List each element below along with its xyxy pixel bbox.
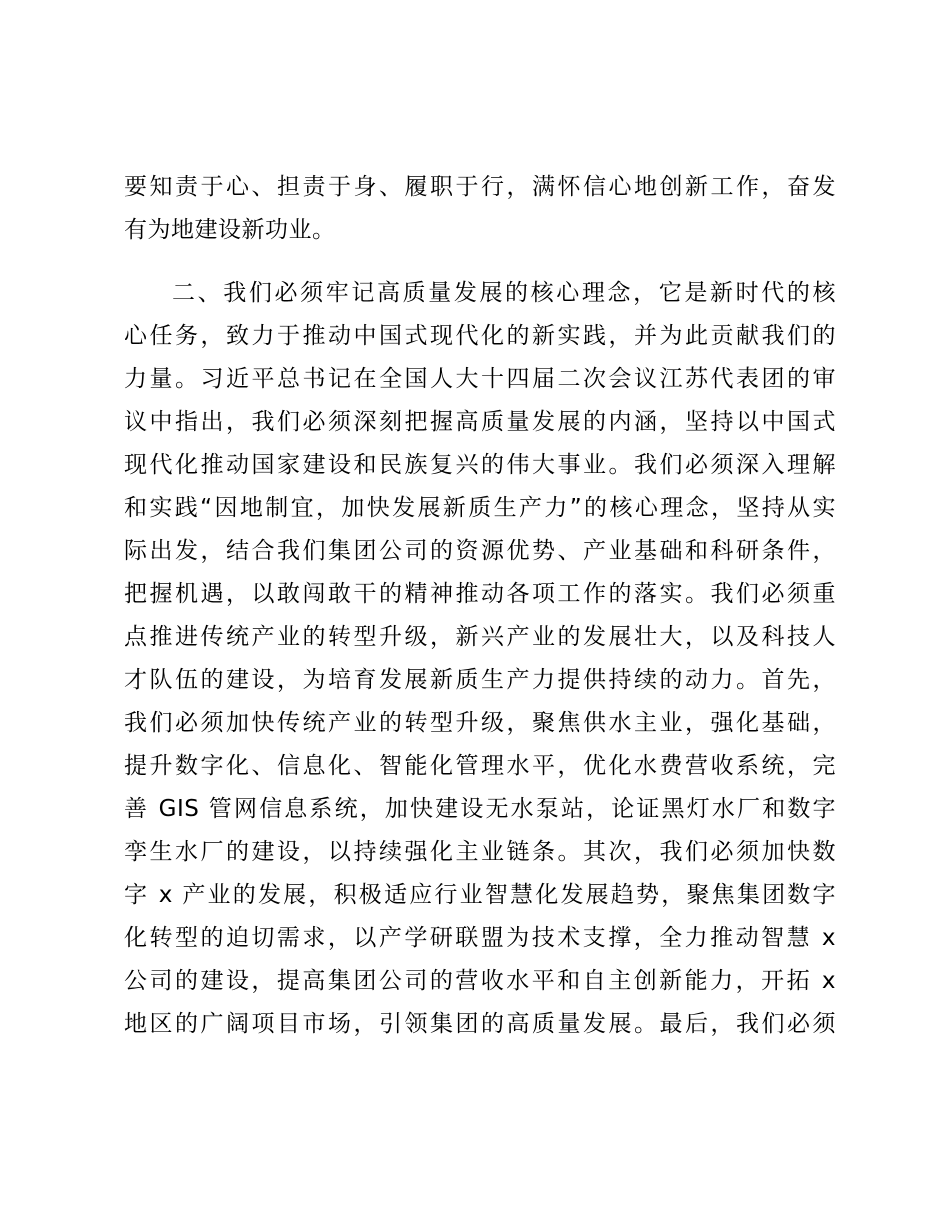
paragraph-line: 有为地建设新功业。 bbox=[124, 217, 336, 243]
paragraph-line: 提升数字化、信息化、智能化管理水平，优化水费营收系统，完 bbox=[124, 753, 836, 779]
paragraph-line: 际出发，结合我们集团公司的资源优势、产业基础和科研条件， bbox=[124, 538, 836, 564]
paragraph-section-two bbox=[124, 272, 836, 1046]
paragraph-line: 才队伍的建设，为培育发展新质生产力提供持续的动力。首先， bbox=[124, 667, 836, 693]
paragraph-line: 力量。习近平总书记在全国人大十四届二次会议江苏代表团的审 bbox=[124, 366, 836, 392]
paragraph-line: 点推进传统产业的转型升级，新兴产业的发展壮大，以及科技人 bbox=[124, 624, 836, 650]
paragraph-first-line: 二、我们必须牢记高质量发展的核心理念，它是新时代的核 bbox=[172, 280, 836, 306]
paragraph-line: 化转型的迫切需求，以产学研联盟为技术支撑，全力推动智慧 x bbox=[124, 925, 836, 951]
paragraph-line: 心任务，致力于推动中国式现代化的新实践，并为此贡献我们的 bbox=[124, 323, 836, 349]
paragraph-line: 地区的广阔项目市场，引领集团的高质量发展。最后，我们必须 bbox=[124, 1011, 836, 1037]
paragraph-continuation bbox=[124, 166, 836, 252]
paragraph-line: 善 GIS 管网信息系统，加快建设无水泵站，论证黑灯水厂和数字 bbox=[124, 796, 836, 822]
paragraph-line: 议中指出，我们必须深刻把握高质量发展的内涵，坚持以中国式 bbox=[124, 409, 836, 435]
paragraph-line: 和实践“因地制宜，加快发展新质生产力”的核心理念，坚持从实 bbox=[124, 495, 836, 521]
paragraph-line: 要知责于心、担责于身、履职于行，满怀信心地创新工作，奋发 bbox=[124, 174, 836, 200]
paragraph-line: 字 x 产业的发展，积极适应行业智慧化发展趋势，聚焦集团数字 bbox=[124, 882, 836, 908]
paragraph-line: 现代化推动国家建设和民族复兴的伟大事业。我们必须深入理解 bbox=[124, 452, 836, 478]
paragraph-line: 我们必须加快传统产业的转型升级，聚焦供水主业，强化基础， bbox=[124, 710, 836, 736]
paragraph-line: 公司的建设，提高集团公司的营收水平和自主创新能力，开拓 x bbox=[124, 968, 836, 994]
paragraph-line: 孪生水厂的建设，以持续强化主业链条。其次，我们必须加快数 bbox=[124, 839, 836, 865]
paragraph-line: 把握机遇，以敢闯敢干的精神推动各项工作的落实。我们必须重 bbox=[124, 581, 836, 607]
